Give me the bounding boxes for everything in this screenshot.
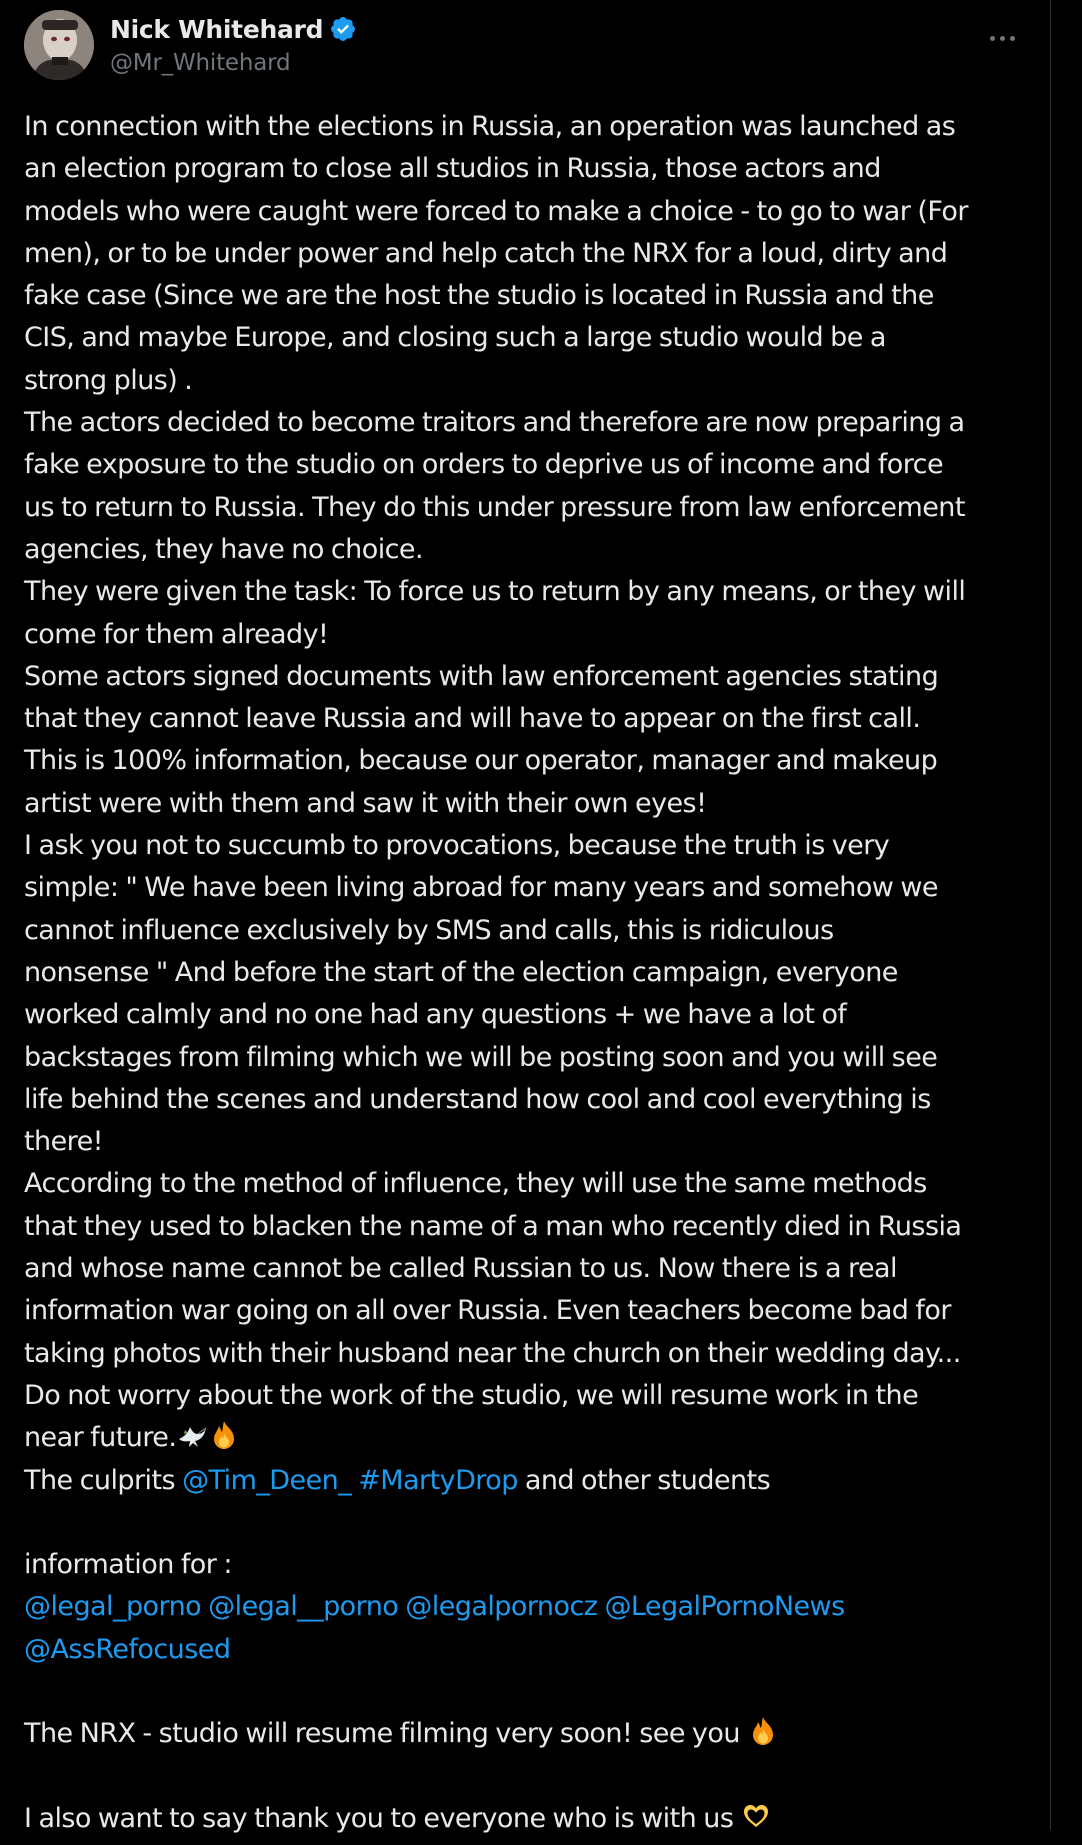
culprits-line: [24, 1460, 1034, 1502]
tweet-header: [24, 10, 1026, 82]
hashtag-link[interactable]: #MartyDrop: [358, 1464, 518, 1496]
text-line: that they cannot leave Russia and will have to appear on the first call.: [24, 703, 921, 735]
text-line: backstages from filming which we will be posting soon and you will see: [24, 1041, 938, 1073]
text-line: strong plus) .: [24, 364, 193, 396]
display-name-row: [110, 12, 357, 46]
text-line: simple: " We have been living abroad for many years and somehow we: [24, 872, 938, 904]
mention-link[interactable]: @AssRefocused: [24, 1633, 231, 1665]
resume-line: [24, 1713, 1034, 1755]
text-line: cannot influence exclusively by SMS and calls, this is ridiculous: [24, 914, 834, 946]
thanks-text: I also want to say thank you to everyone who is with us: [24, 1802, 741, 1834]
author-names: [110, 12, 357, 76]
text-line: there!: [24, 1126, 103, 1158]
text-line: In connection with the elections in Russia, an operation was launched as: [24, 111, 956, 142]
dove-emoji-icon: [176, 1419, 208, 1451]
text-line: information war going on all over Russia. Even teachers become bad for: [24, 1295, 951, 1327]
tweet-text: [24, 106, 1034, 1840]
text-line: The actors decided to become traitors and therefore are now preparing a: [24, 407, 965, 439]
more-options-button[interactable]: [982, 18, 1022, 58]
more-icon: [990, 36, 1015, 41]
text-line: agencies, they have no choice.: [24, 533, 424, 565]
culprits-suffix: and other students: [517, 1464, 771, 1496]
text-line: artist were with them and saw it with their own eyes!: [24, 787, 707, 819]
thanks-line: [24, 1798, 1034, 1840]
blank-line: [24, 1502, 1034, 1544]
fire-emoji-icon: [747, 1715, 779, 1747]
text-line: and whose name cannot be called Russian to us. Now there is a real: [24, 1253, 897, 1285]
verified-badge-icon[interactable]: [329, 15, 357, 43]
author-handle[interactable]: @Mr_Whitehard: [110, 50, 291, 76]
blank-line: [24, 1756, 1034, 1798]
text-line: This is 100% information, because our operator, manager and makeup: [24, 745, 938, 777]
text-line: nonsense " And before the start of the election campaign, everyone: [24, 956, 898, 988]
mentions-line: [24, 1629, 1034, 1671]
resume-text: The NRX - studio will resume filming very soon! see you: [24, 1718, 747, 1750]
text-line: fake case (Since we are the host the studio is located in Russia and the: [24, 280, 934, 312]
text-line: fake exposure to the studio on orders to deprive us of income and force: [24, 449, 944, 481]
text-line: CIS, and maybe Europe, and closing such a large studio would be a: [24, 322, 886, 354]
text-line: come for them already!: [24, 618, 329, 650]
text-line: taking photos with their husband near the church on their wedding day...: [24, 1337, 961, 1369]
text-line: [24, 1417, 1034, 1459]
info-for-line: information for :: [24, 1549, 232, 1581]
text-line: us to return to Russia. They do this under pressure from law enforcement: [24, 491, 965, 523]
text-line: an election program to close all studios in Russia, those actors and: [24, 153, 881, 185]
avatar-image: [24, 10, 94, 80]
text-line: Some actors signed documents with law enforcement agencies stating: [24, 660, 939, 692]
text-line: life behind the scenes and understand how cool and cool everything is: [24, 1083, 931, 1115]
text-line: According to the method of influence, they will use the same methods: [24, 1168, 927, 1200]
fire-emoji-icon: [208, 1419, 240, 1451]
mention-link[interactable]: @LegalPornoNews: [604, 1591, 845, 1623]
heart-hands-emoji-icon: [740, 1800, 772, 1832]
mentions-line: [24, 1586, 1034, 1628]
mention-link[interactable]: @legalpornocz: [405, 1591, 598, 1623]
mention-link[interactable]: @Tim_Deen_: [182, 1464, 352, 1496]
near-future-text: near future.: [24, 1422, 177, 1454]
avatar[interactable]: [24, 10, 94, 80]
text-line: They were given the task: To force us to return by any means, or they will: [24, 576, 966, 608]
text-line: Do not worry about the work of the studio, we will resume work in the: [24, 1379, 919, 1411]
blank-line: [24, 1671, 1034, 1713]
mention-link[interactable]: @legal_porno: [24, 1591, 202, 1623]
text-line: that they used to blacken the name of a man who recently died in Russia: [24, 1210, 962, 1242]
tweet-text-lines: [24, 106, 1034, 1417]
text-line: men), or to be under power and help catch the NRX for a loud, dirty and: [24, 237, 948, 269]
text-line: I ask you not to succumb to provocations, because the truth is very: [24, 830, 890, 862]
display-name[interactable]: Nick Whitehard: [110, 14, 324, 44]
text-line: models who were caught were forced to make a choice - to go to war (For: [24, 195, 968, 227]
text-line: worked calmly and no one had any questions + we have a lot of: [24, 999, 847, 1031]
culprits-prefix: The culprits: [24, 1464, 183, 1496]
mention-link[interactable]: @legal__porno: [208, 1591, 399, 1623]
